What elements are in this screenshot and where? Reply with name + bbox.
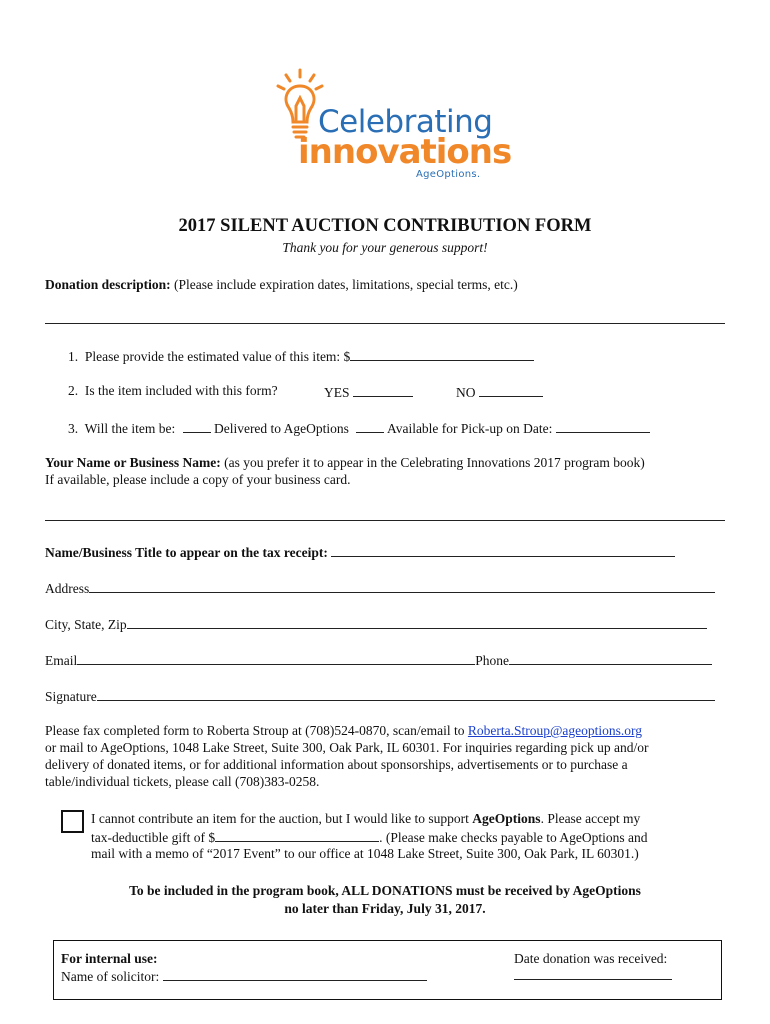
instructions-text: Please fax completed form to Roberta Stroup at (708)524-0870, scan/email to (45, 723, 468, 738)
donation-description-line[interactable] (45, 323, 725, 324)
cannot-contribute-text: I cannot contribute an item for the auction, but I would like to support (91, 811, 473, 826)
phone-field[interactable] (509, 650, 712, 665)
solicitor-label: Name of solicitor: (61, 969, 160, 984)
question-2-number: 2. (68, 383, 79, 398)
delivered-option: Delivered to AgeOptions (213, 421, 349, 436)
donation-hint: (Please include expiration dates, limitations, special terms, etc.) (174, 277, 518, 292)
instructions-line-2: or mail to AgeOptions, 1048 Lake Street, Suite 300, Oak Park, IL 60301. For inquiries regarding pick up and/or (45, 740, 649, 755)
question-3 (68, 418, 650, 438)
question-1 (68, 346, 534, 366)
date-received-label: Date donation was received: (514, 951, 668, 966)
question-3-text: Will the item be: (84, 421, 176, 436)
name-hint: (as you prefer it to appear in the Celebrating Innovations 2017 program book) (224, 455, 645, 470)
internal-use-box (53, 940, 722, 1000)
cannot-contribute-line-3: mail with a memo of “2017 Event” to our office at 1048 Lake Street, Suite 300, Oak Park, IL 60301.) (91, 846, 639, 861)
deadline-line-1: To be included in the program book, ALL DONATIONS must be received by AgeOptions (129, 883, 641, 898)
yes-field[interactable] (353, 382, 413, 397)
question-2-no (456, 382, 543, 402)
question-3-number: 3. (68, 421, 79, 436)
logo-brand-ageoptions: AgeOptions. (416, 169, 481, 180)
email-link[interactable]: Roberta.Stroup@ageoptions.org (467, 723, 643, 738)
donation-description (45, 276, 518, 294)
address-field[interactable] (89, 578, 715, 593)
tax-receipt-row (45, 542, 675, 562)
cannot-contribute-line-2 (91, 827, 648, 847)
no-field[interactable] (479, 382, 543, 397)
no-label: NO (456, 385, 476, 400)
gift-label: tax-deductible gift of $ (91, 830, 216, 845)
city-row (45, 614, 707, 634)
instructions-line-1 (45, 722, 642, 740)
name-label: Your Name or Business Name: (45, 455, 221, 470)
instructions-line-3: delivery of donated items, or for additional information about sponsorships, advertisements or to purchase a (45, 757, 628, 772)
question-1-number: 1. (68, 349, 79, 364)
delivered-field[interactable] (183, 418, 211, 433)
deadline-line-2: no later than Friday, July 31, 2017. (284, 901, 486, 916)
question-2-text: Is the item included with this form? (84, 383, 278, 398)
gift-amount-field[interactable] (215, 827, 379, 842)
email-row (45, 650, 712, 670)
cannot-contribute-line-1 (91, 810, 640, 828)
email-field[interactable] (77, 650, 475, 665)
gift-note: . (Please make checks payable to AgeOptions and (379, 830, 648, 845)
question-2 (68, 382, 278, 400)
cannot-contribute-brand: AgeOptions (472, 811, 541, 826)
internal-use-label: For internal use: (61, 951, 158, 966)
name-line[interactable] (45, 520, 725, 521)
business-card-note: If available, please include a copy of your business card. (45, 472, 351, 487)
signature-field[interactable] (97, 686, 715, 701)
pickup-date-field[interactable] (556, 418, 650, 433)
yes-label: YES (324, 385, 350, 400)
logo (276, 66, 512, 182)
signature-row (45, 686, 715, 706)
donation-label: Donation description: (45, 277, 171, 292)
estimated-value-field[interactable] (350, 346, 534, 361)
instructions-line-4: table/individual tickets, please call (708)383-0258. (45, 774, 320, 789)
solicitor-row (61, 966, 427, 986)
form-title: 2017 SILENT AUCTION CONTRIBUTION FORM (178, 216, 592, 236)
pickup-field[interactable] (356, 418, 384, 433)
question-2-yes (324, 382, 413, 402)
phone-label: Phone (475, 653, 509, 668)
logo-line-celebrating: Celebrating (318, 104, 493, 140)
cannot-contribute-checkbox[interactable] (61, 810, 84, 833)
logo-line-innovations: innovations (298, 132, 512, 172)
question-1-text: Please provide the estimated value of this item: $ (84, 349, 351, 364)
name-section (45, 454, 645, 472)
tax-title-field[interactable] (331, 542, 675, 557)
pickup-option: Available for Pick-up on Date: (386, 421, 553, 436)
tax-title-label: Name/Business Title to appear on the tax receipt: (45, 545, 328, 560)
address-row (45, 578, 715, 598)
email-label: Email (45, 653, 78, 668)
city-field[interactable] (127, 614, 707, 629)
address-label: Address (45, 581, 90, 596)
date-received-field[interactable] (514, 979, 672, 980)
city-label: City, State, Zip (45, 617, 127, 632)
solicitor-field[interactable] (163, 966, 427, 981)
form-subtitle: Thank you for your generous support! (282, 240, 488, 255)
signature-label: Signature (45, 689, 97, 704)
cannot-contribute-text-end: . Please accept my (540, 811, 641, 826)
